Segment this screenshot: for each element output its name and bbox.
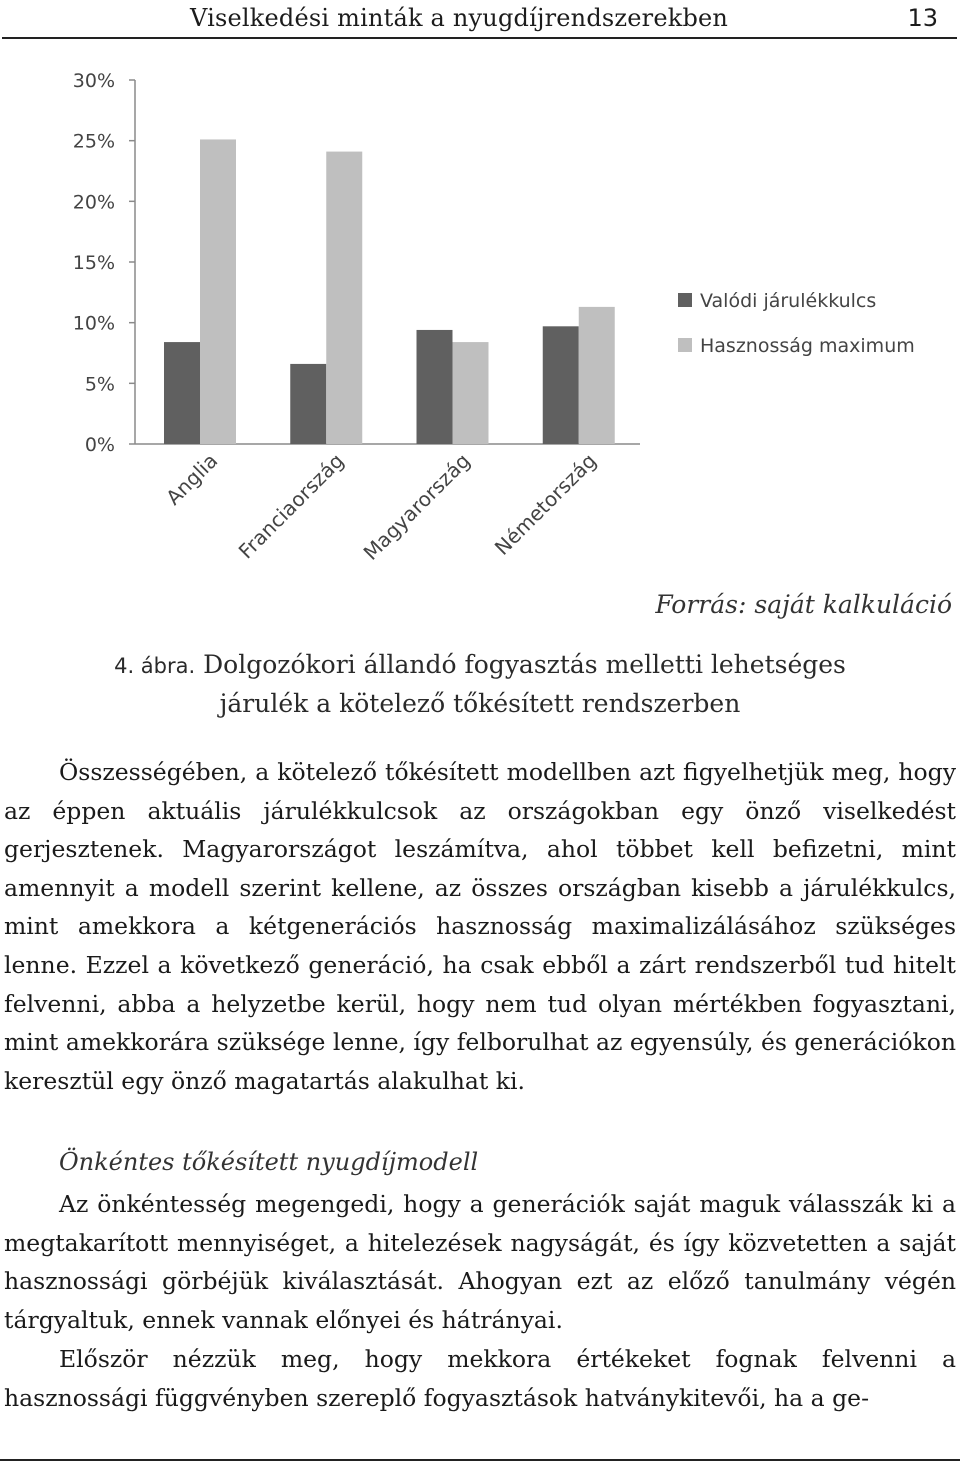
y-tick-label: 0% (84, 434, 115, 456)
figure-caption (0, 646, 960, 722)
bar-hasznossag-0 (200, 139, 236, 444)
page-header (0, 0, 960, 40)
bar-hasznossag-1 (326, 152, 362, 444)
section-subheading: Önkéntes tőkésített nyugdíjmodell (59, 1148, 479, 1176)
figure-source: Forrás: saját kalkuláció (655, 590, 952, 619)
page-number: 13 (907, 4, 938, 32)
bar-valodi-2 (417, 330, 453, 444)
bar-chart (0, 55, 960, 595)
bar-valodi-0 (164, 342, 200, 444)
y-tick-label: 20% (72, 191, 115, 214)
y-tick-label: 30% (72, 70, 115, 92)
bar-hasznossag-3 (579, 307, 615, 444)
x-category-label: Franciaország (233, 448, 349, 564)
x-category-label: Magyarország (358, 448, 475, 565)
y-tick-label: 5% (84, 373, 115, 396)
caption-line-1 (0, 646, 960, 685)
legend-label: Hasznosság maximum (700, 335, 915, 357)
header-divider (2, 37, 957, 39)
y-tick-label: 25% (72, 130, 115, 153)
bar-valodi-3 (543, 326, 579, 444)
legend-swatch (678, 293, 692, 307)
paragraph-3: Először nézzük meg, hogy mekkora értékeket fognak felvenni a hasznossági függvényben szereplő fogyasztások hatványkitevői, ha a ge- (4, 1345, 956, 1412)
y-tick-label: 15% (72, 252, 115, 274)
paragraph-2: Az önkéntesség megengedi, hogy a generációk saját maguk válasszák ki a megtakarított mennyiséget, a hitelezések nagyságát, és így közvetetten a saját hasznossági görbéjük kiválasztását. Ahogyan ezt az előző tanulmány végén tárgyaltuk, ennek vannak előnyei és hátrányai. (4, 1190, 956, 1334)
paragraph-1: Összességében, a kötelező tőkésített modellben azt figyelhetjük meg, hogy az éppen aktuális járulékkulcsok az országokban egy önző viselkedést gerjesztenek. Magyarországot leszámítva, ahol többet kell befizetni, mint amennyit a modell szerint kellene, az összes országban kisebb a járulékkulcs, mint amekkora a kétgenerációs hasznosság maximalizálásához szükséges lenne. Ezzel a következő generáció, ha csak ebből a zárt rendszerből tud hitelt felvenni, abba a helyzetbe kerül, hogy nem tud olyan mértékben fogyasztani, mint amekkorára szüksége lenne, így felborulhat az egyensúly, és generációkon keresztül egy önző magatartás alakulhat ki. (4, 758, 956, 1095)
caption-label: 4. ábra. (114, 654, 196, 678)
running-title: Viselkedési minták a nyugdíjrendszerekben (190, 4, 729, 32)
caption-line-2: járulék a kötelező tőkésített rendszerben (219, 689, 741, 718)
legend-label: Valódi járulékkulcs (700, 290, 877, 312)
footer-divider (0, 1459, 960, 1461)
bar-valodi-1 (290, 364, 326, 444)
x-category-label: Anglia (161, 448, 223, 510)
x-category-label: Németország (489, 448, 602, 560)
bar-hasznossag-2 (453, 342, 489, 444)
legend-swatch (678, 338, 692, 352)
y-tick-label: 10% (72, 312, 115, 335)
caption-text-1: Dolgozókori állandó fogyasztás melletti lehetséges (203, 650, 846, 679)
